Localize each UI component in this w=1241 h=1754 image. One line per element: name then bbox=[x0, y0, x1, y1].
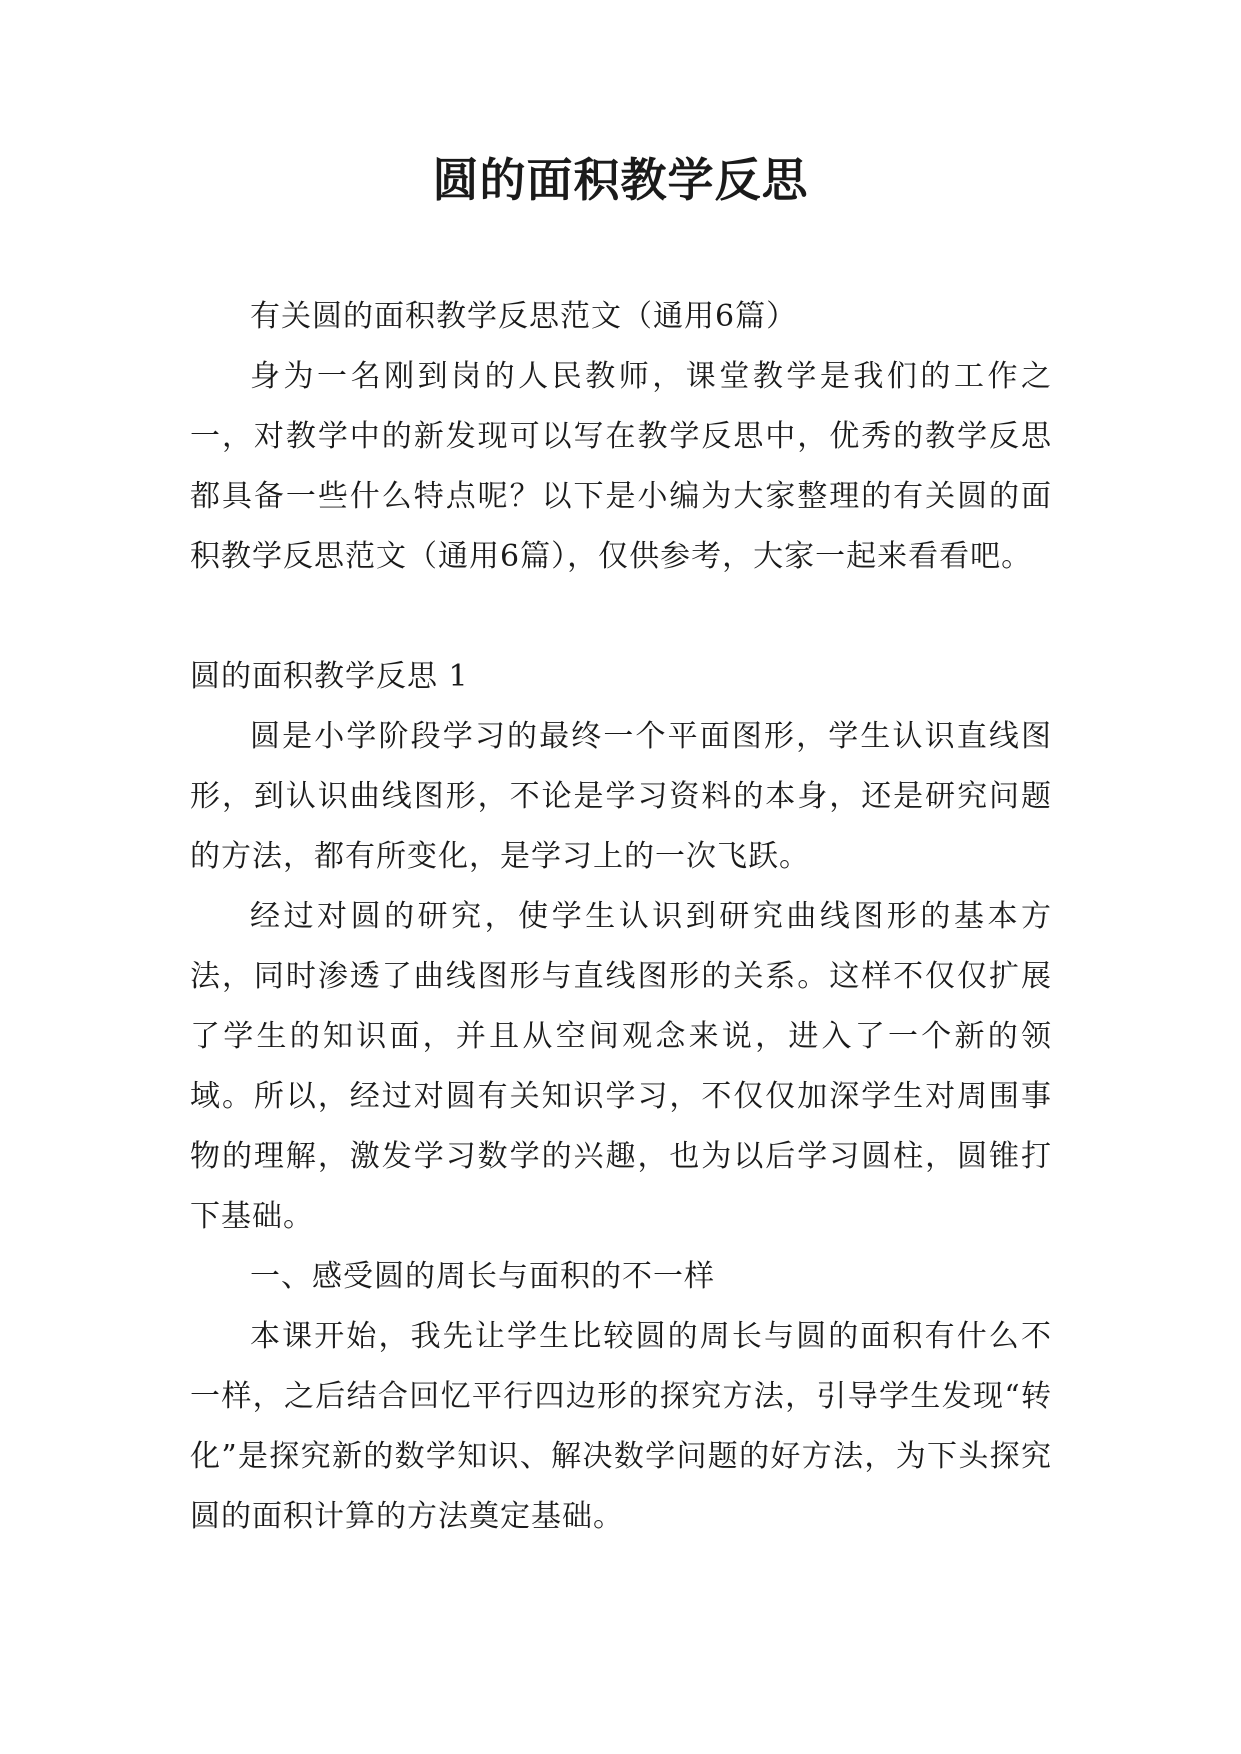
body-paragraph: 本课开始，我先让学生比较圆的周长与圆的面积有什么不一样，之后结合回忆平行四边形的探究方法，引导学生发现“转化”是探究新的数学知识、解决数学问题的好方法，为下头探究圆的面积计算的方法奠定基础。 bbox=[190, 1319, 1052, 1534]
subheading-paragraph: 一、感受圆的周长与面积的不一样 bbox=[250, 1259, 715, 1294]
body-paragraph: 圆是小学阶段学习的最终一个平面图形，学生认识直线图形，到认识曲线图形，不论是学习资料的本身，还是研究问题的方法，都有所变化，是学习上的一次飞跃。 bbox=[190, 719, 1052, 874]
body-paragraph: 经过对圆的研究，使学生认识到研究曲线图形的基本方法，同时渗透了曲线图形与直线图形的关系。这样不仅仅扩展了学生的知识面，并且从空间观念来说，进入了一个新的领域。所以，经过对圆有关知识学习，不仅仅加深学生对周围事物的理解，激发学习数学的兴趣，也为以后学习圆柱，圆锥打下基础。 bbox=[190, 899, 1052, 1234]
document-body bbox=[190, 287, 1052, 1547]
section-spacer bbox=[190, 587, 1052, 647]
document-title: 圆的面积教学反思 bbox=[432, 153, 809, 207]
document-subtitle: 有关圆的面积教学反思范文（通用6篇） bbox=[250, 299, 798, 334]
section-heading: 圆的面积教学反思 1 bbox=[190, 659, 469, 694]
intro-paragraph: 身为一名刚到岗的人民教师，课堂教学是我们的工作之一，对教学中的新发现可以写在教学反思中，优秀的教学反思都具备一些什么特点呢？以下是小编为大家整理的有关圆的面积教学反思范文（通用6篇），仅供参考，大家一起来看看吧。 bbox=[190, 359, 1052, 574]
